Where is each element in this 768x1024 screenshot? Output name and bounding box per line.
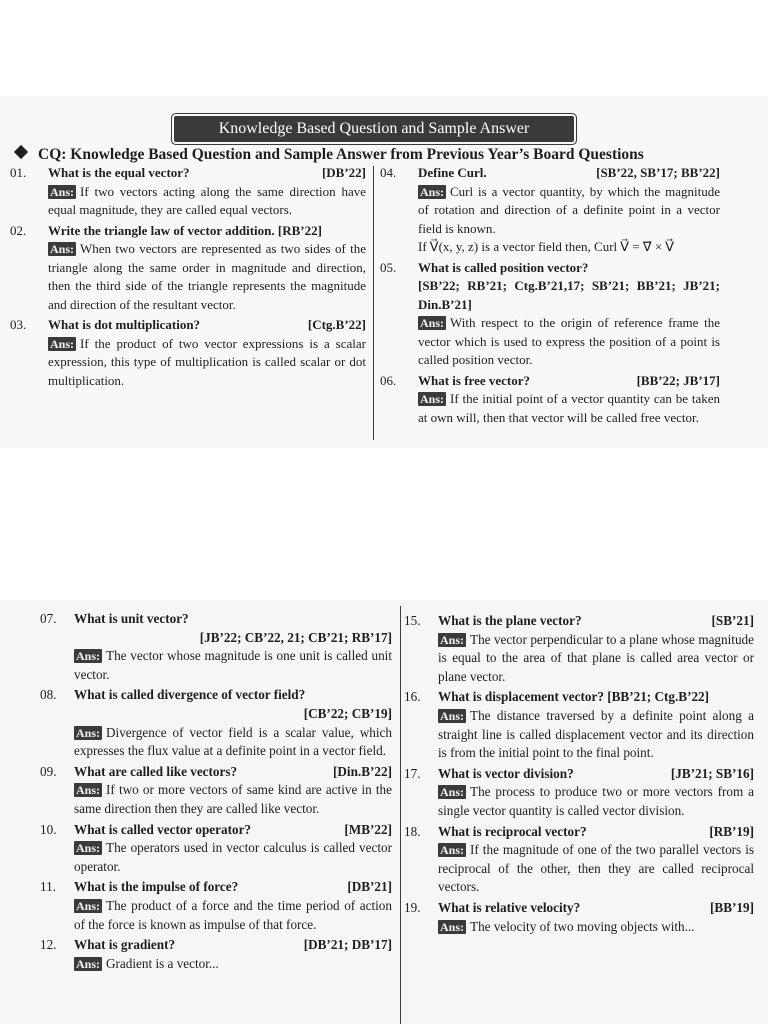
answer-tag: Ans: — [420, 392, 445, 406]
question-text: What is vector division? — [438, 765, 574, 781]
board-ref: [RB’19] — [709, 823, 754, 839]
qa-item — [40, 878, 392, 934]
section-banner: Knowledge Based Question and Sample Answer — [174, 116, 574, 142]
question-text: What is the impulse of force? — [74, 879, 239, 895]
qa-item — [404, 612, 754, 686]
question-text: What is dot multiplication? — [48, 317, 201, 332]
question-number: 18. — [404, 823, 421, 839]
board-ref: [Din.B’22] — [333, 763, 392, 779]
qa-item — [40, 763, 392, 819]
qa-item — [40, 821, 392, 877]
answer-text: The distance traversed by a definite point along a straight line is called displacement vector and its direction is from the initial point to the final point. — [438, 707, 754, 761]
answer-tag: Ans: — [76, 649, 101, 664]
qa-item — [404, 688, 754, 762]
answer-text: Curl is a vector quantity, by which the magnitude of rotation and direction of a definite point in a vector field is known. — [418, 183, 720, 236]
question-number: 19. — [404, 899, 421, 915]
answer-tag: Ans: — [440, 632, 465, 647]
curl-formula: If V⃗(x, y, z) is a vector field then, Curl V⃗ = ∇⃗ × V⃗ — [418, 239, 675, 254]
board-ref: [Ctg.B’22] — [307, 317, 366, 332]
answer-text: The vector perpendicular to a plane whose magnitude is equal to the area of that plane is called area vector or plane vector. — [438, 631, 754, 684]
board-ref: [SB’21] — [711, 613, 754, 628]
question-number: 05. — [380, 259, 397, 275]
qa-item — [40, 686, 392, 760]
question-number: 01. — [10, 165, 27, 180]
page-top — [0, 96, 768, 448]
answer-tag: Ans: — [440, 843, 465, 858]
answer-text: The operators used in vector calculus is called vector operator. — [74, 840, 392, 874]
question-number: 11. — [40, 879, 56, 895]
question-text: What is the equal vector? — [48, 165, 190, 180]
page-bottom — [0, 600, 768, 1024]
answer-tag: Ans: — [76, 956, 101, 971]
answer-tag: Ans: — [420, 184, 445, 199]
answer-tag: Ans: — [50, 336, 75, 351]
question-text: What is called vector operator? — [74, 821, 252, 837]
diamond-bullet-icon — [14, 145, 28, 159]
answer-text: If the product of two vector expressions is a scalar expression, this type of multiplication is called scalar or dot multiplication. — [48, 335, 366, 388]
answer-text: If two vectors acting along the same direction have equal magnitude, they are called equal vectors. — [48, 183, 366, 217]
column-divider — [373, 166, 374, 440]
answer-text: The vector whose magnitude is one unit is called unit vector. — [74, 648, 392, 682]
question-text: What is gradient? — [74, 937, 176, 953]
answer-tag: Ans: — [420, 316, 445, 330]
column-divider — [400, 606, 401, 1024]
board-ref: [CB’22; CB’19] — [303, 705, 392, 721]
question-number: 17. — [404, 765, 421, 781]
board-ref: [MB’22] — [344, 821, 392, 837]
answer-tag: Ans: — [76, 783, 101, 798]
cq-heading — [16, 146, 716, 164]
qa-item — [404, 899, 754, 936]
board-ref: [JB’22; CB’22, 21; CB’21; RB’17] — [199, 629, 392, 645]
board-ref: [BB’21; Ctg.B’22] — [607, 689, 710, 705]
qa-item — [404, 823, 754, 897]
answer-tag: Ans: — [440, 708, 465, 723]
cq-title: CQ: Knowledge Based Question and Sample Answer from Previous Year’s Board Questions — [38, 146, 644, 163]
board-ref: [JB’21; SB’16] — [670, 765, 754, 781]
answer-text: If the initial point of a vector quantity can be taken at own will, then that vector will be called free vector. — [418, 391, 720, 425]
answer-text: Gradient is a vector... — [106, 955, 219, 971]
right-column — [380, 164, 720, 429]
question-text: What is called position vector? — [418, 259, 589, 275]
answer-tag: Ans: — [50, 184, 75, 199]
question-text: What is the plane vector? — [438, 613, 582, 628]
answer-text: The process to produce two or more vectors from a single vector quantity is called vector division. — [438, 784, 754, 818]
answer-tag: Ans: — [76, 898, 101, 913]
question-text: What is reciprocal vector? — [438, 823, 587, 839]
answer-text: If two or more vectors of same kind are active in the same direction then they are called like vector. — [74, 782, 392, 816]
qa-item — [40, 610, 392, 684]
qa-item — [40, 936, 392, 973]
question-number: 07. — [40, 611, 57, 626]
question-text: What are called like vectors? — [74, 763, 238, 779]
qa-item — [380, 372, 720, 428]
board-ref: [SB’22; RB’21; Ctg.B’21,17; SB’21; BB’21; JB’21; Din.B’21] — [418, 278, 720, 312]
left-column — [40, 610, 392, 975]
board-ref: [DB’21; DB’17] — [303, 937, 392, 953]
question-text: What is displacement vector? — [438, 689, 604, 705]
answer-text: With respect to the origin of reference frame the vector which is used to express the position of a point is called position vector. — [418, 315, 720, 367]
question-number: 06. — [380, 372, 397, 388]
qa-item — [404, 765, 754, 821]
question-text: What is free vector? — [418, 372, 531, 388]
left-column — [10, 164, 366, 392]
question-text: Define Curl. — [418, 165, 487, 180]
board-ref: [BB’22; JB’17] — [636, 372, 720, 388]
board-ref: [BB’19] — [710, 899, 754, 915]
right-column — [404, 612, 754, 938]
question-number: 15. — [404, 613, 421, 628]
answer-text: When two vectors are represented as two sides of the triangle along the same order in magnitude and direction, then the third side of the triangle represents the magnitude and direction of the resultant vector. — [48, 241, 366, 312]
answer-text: If the magnitude of one of the two parallel vectors is reciprocal of the other, then they are called reciprocal vectors. — [438, 842, 754, 895]
board-ref: [SB’22, SB’17; BB’22] — [596, 165, 720, 180]
answer-tag: Ans: — [440, 919, 465, 934]
board-ref: [RB’22] — [277, 222, 322, 238]
question-text: What is called divergence of vector field? — [74, 687, 306, 703]
question-number: 10. — [40, 821, 57, 837]
question-text: What is unit vector? — [74, 611, 189, 626]
answer-text: Divergence of vector field is a scalar value, which expresses the flux value at a definite point in a vector field. — [74, 724, 392, 759]
board-ref: [DB’22] — [321, 165, 366, 180]
answer-text: The velocity of two moving objects with... — [470, 918, 695, 934]
question-number: 16. — [404, 689, 421, 705]
qa-item — [380, 164, 720, 257]
question-number: 03. — [10, 317, 27, 332]
qa-item — [10, 316, 366, 390]
answer-tag: Ans: — [50, 242, 75, 256]
question-text: Write the triangle law of vector addition. — [48, 222, 275, 238]
qa-item — [380, 259, 720, 370]
question-number: 04. — [380, 165, 397, 180]
answer-tag: Ans: — [440, 785, 465, 800]
qa-item — [10, 222, 366, 315]
question-number: 12. — [40, 937, 57, 953]
question-text: What is relative velocity? — [438, 899, 581, 915]
board-ref: [DB’21] — [347, 879, 392, 895]
answer-tag: Ans: — [76, 725, 101, 740]
question-number: 09. — [40, 763, 57, 779]
qa-item — [10, 164, 366, 220]
question-number: 08. — [40, 687, 57, 703]
question-number: 02. — [10, 222, 27, 238]
answer-text: The product of a force and the time period of action of the force is known as impulse of that force. — [74, 897, 392, 932]
answer-tag: Ans: — [76, 841, 101, 856]
